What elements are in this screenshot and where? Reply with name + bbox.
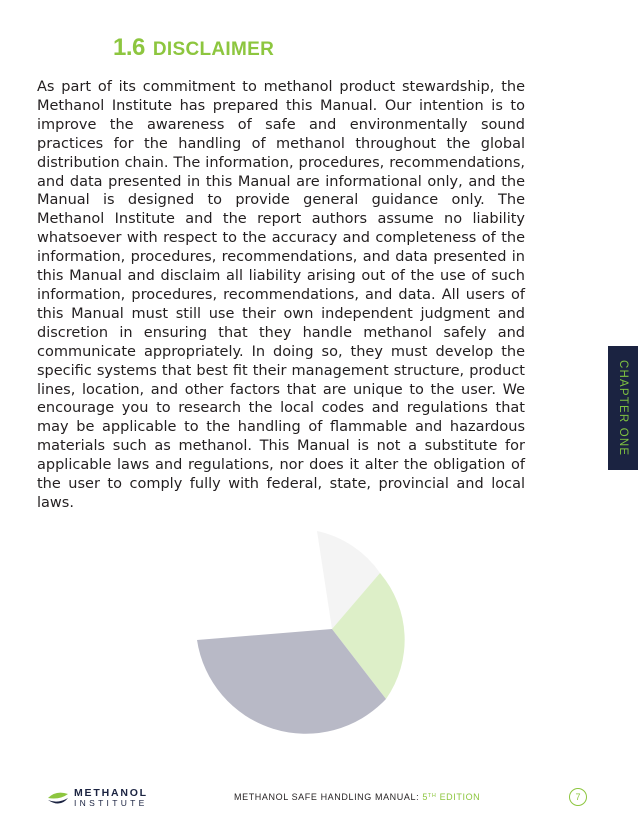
methanol-institute-logo [46, 786, 156, 810]
section-heading [113, 34, 274, 62]
edition-number: 5 [422, 792, 428, 802]
chapter-side-tab [608, 346, 638, 470]
footer-manual-title [234, 792, 480, 802]
logo-leaf-icon [46, 788, 70, 808]
page-number: 7 [569, 788, 587, 806]
disclaimer-paragraph: As part of its commitment to methanol product stewardship, the Methanol Institute has prepared this Manual. Our intention is to improve the awareness of safe and environmentally sound practices for the handling of methanol throughout the global distribution chain. The information, procedures, recommendations, and data presented in this Manual are informational only, and the Manual is designed to provide general guidance only. The Methanol Institute and the report authors assume no liability whatsoever with respect to the accuracy and completeness of the information, procedures, recommendations, and data presented in this Manual and disclaim all liability arising out of the use of such information, procedures, recommendations, and data. All users of this Manual must still use their own independent judgment and discretion in ensuring that they handle methanol safely and communicate appropriately. In doing so, they must develop the specific systems that best fit their management structure, product lines, location, and other factors that are unique to the user. We encourage you to research the local codes and regulations that may be applicable to the handling of flammable and hazardous materials such as methanol. This Manual is not a substitute for applicable laws and regulations, nor does it alter the obligation of the user to comply fully with federal, state, provincial and local laws. [37, 79, 525, 511]
edition-word: EDITION [439, 792, 481, 802]
chapter-tab-label: CHAPTER ONE [617, 359, 629, 457]
section-title: DISCLAIMER [152, 39, 275, 60]
footer-title-text: METHANOL SAFE HANDLING MANUAL: [234, 792, 420, 802]
logo-word-institute: INSTITUTE [74, 798, 148, 808]
footer-edition [422, 792, 480, 802]
edition-suffix: TH [427, 793, 437, 799]
decorative-pie-graphic [190, 525, 410, 755]
section-number: 1.6 [113, 34, 145, 61]
logo-word-methanol: METHANOL [74, 787, 148, 799]
